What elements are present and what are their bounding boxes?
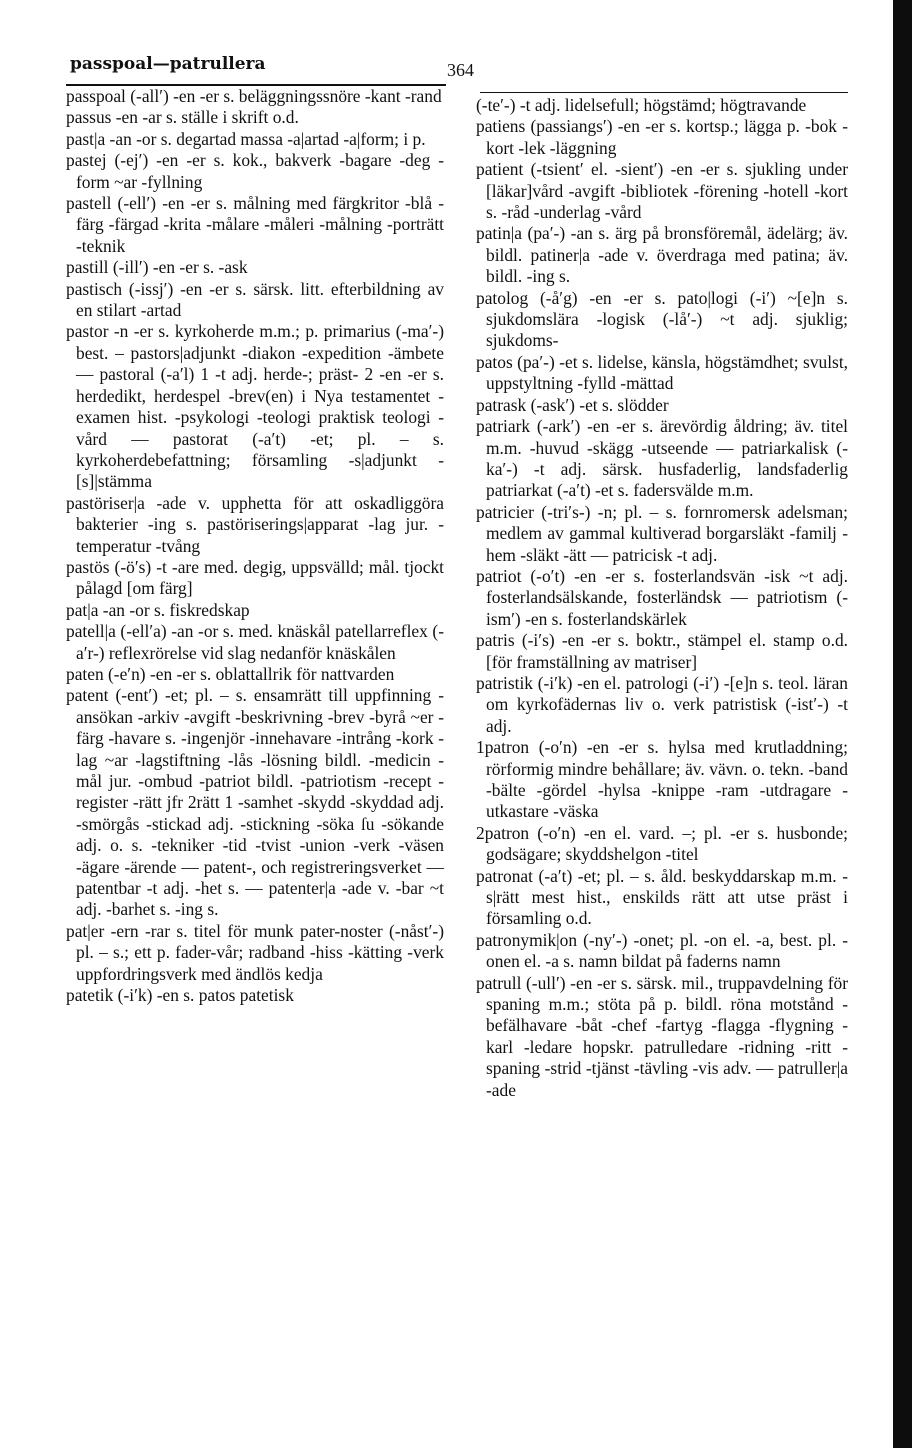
left-column (66, 86, 444, 1006)
dictionary-entry: patetik (-i′k) -en s. patos patetisk (66, 985, 294, 1006)
dictionary-entry: patrask (-ask′) -et s. slödder (476, 394, 669, 415)
dictionary-entry: pat|a -an -or s. fiskredskap (66, 599, 250, 620)
dictionary-entry: patricier (-tri′s-) -n; pl. – s. fornromersk adelsman; medlem av gammal kultiverad borgarsläkt -familj -hem -släkt -ätt — patricisk -t adj. (476, 501, 848, 565)
dictionary-entry: pat|er -ern -rar s. titel för munk pater-noster (-nåst′-) pl. – s.; ett p. fader-vår; radband -hiss -kätting -verk uppfordringsverk med ändlös kedja (66, 920, 444, 984)
running-head: passpoal—patrullera (70, 54, 266, 74)
dictionary-entry: 2patron (-o′n) -en el. vard. –; pl. -er s. husbonde; godsägare; skyddshelgon -titel (476, 822, 848, 865)
dictionary-entry: patriot (-o′t) -en -er s. fosterlandsvän -isk ~t adj. fosterlandsälskande, fosterländsk — patriotism (-ism′) -en s. fosterlandskärlek (476, 565, 848, 629)
dictionary-entry: passpoal (-all′) -en -er s. beläggningssnöre -kant -rand (66, 86, 442, 106)
dictionary-entry: patent (-ent′) -et; pl. – s. ensamrätt till uppfinning -ansökan -arkiv -avgift -beskrivning -brev -byrå ~er -färg -havare s. -ingenjör -innehavare -intrång -kork -lag ~ar -lagstiftning -lås -lösning bildl. -medicin -mål jur. -ombud -patriot bildl. -patriotism -recept -register -rätt jfr 2rätt 1 -samhet -skydd -skyddad adj. -smörgås -stickad adj. -stickning -söka ſu -sökande adj. o. s. -tekniker -tid -tvist -union -verk -väsen -ägare -ärende — patent-, och registreringsverket — patentbar -t adj. -het s. — patenter|a -ade v. -bar ~t adj. -barhet s. -ing s. (66, 685, 444, 920)
dictionary-entry: patris (-i′s) -en -er s. boktr., stämpel el. stamp o.d. [för framställning av matriser] (476, 630, 848, 672)
dictionary-entry: paten (-e′n) -en -er s. oblattallrik för nattvarden (66, 663, 395, 684)
dictionary-entry: pastill (-ill′) -en -er s. -ask (66, 257, 248, 278)
scan-edge-dark (893, 0, 912, 1448)
dictionary-entry: 1patron (-o′n) -en -er s. hylsa med krutladdning; rörformig mindre behållare; äv. vävn. o. tekn. -band -bälte -gördel -hylsa -knippe -ram -utdragare -utkastare -väska (476, 737, 848, 822)
right-column (476, 95, 848, 1101)
dictionary-entry: patronat (-a′t) -et; pl. – s. åld. beskyddarskap m.m. -s|rätt mest hist., enskilds rätt att utse präst i församling o.d. (476, 865, 848, 929)
dictionary-entry: (-te′-) -t adj. lidelsefull; högstämd; högtravande (476, 95, 807, 115)
dictionary-entry: patell|a (-ell′a) -an -or s. med. knäskål patellarreflex (-a′r-) reflexrörelse vid slag nedanför knäskålen (66, 621, 444, 663)
dictionary-entry: patronymik|on (-ny′-) -onet; pl. -on el. -a, best. pl. -onen el. -a s. namn bildat på faderns namn (476, 929, 848, 972)
dictionary-entry: pastell (-ell′) -en -er s. målning med färgkritor -blå -färg -färgad -krita -målare -måleri -målning -porträtt -teknik (66, 193, 444, 256)
dictionary-entry: patiens (passiangs′) -en -er s. kortsp.; lägga p. -bok -kort -lek -läggning (476, 116, 848, 158)
dictionary-entry: patient (-tsient′ el. -sient′) -en -er s. sjukling under [läkar]vård -avgift -bibliotek -förening -hotell -kort s. -råd -underlag -vård (476, 159, 848, 223)
header-rule-right (480, 92, 848, 93)
dictionary-entry: pastös (-ö′s) -t -are med. degig, uppsvälld; mål. tjockt pålagd [om färg] (66, 556, 444, 599)
page-number: 364 (447, 60, 474, 80)
dictionary-entry: patos (pa′-) -et s. lidelse, känsla, högstämdhet; svulst, uppstyltning -fylld -mättad (476, 351, 848, 394)
dictionary-entry: past|a -an -or s. degartad massa -a|artad -a|form; i p. (66, 128, 426, 149)
dictionary-entry: patolog (-å′g) -en -er s. pato|logi (-i′) ~[e]n s. sjukdomslära -logisk (-lå′-) ~t adj. sjuklig; sjukdoms- (476, 287, 848, 351)
dictionary-entry: pastej (-ej′) -en -er s. kok., bakverk -bagare -deg -form ~ar -fyllning (66, 150, 444, 192)
dictionary-entry: patrull (-ull′) -en -er s. särsk. mil., truppavdelning för spaning m.m.; stöta på p. bildl. röna motstånd -befälhavare -båt -chef -fartyg -flagga -flygning -karl -ledare hopskr. patrulledare -ridning -ritt -spaning -strid -tjänst -tävling -vis adv. — patruller|a -ade (476, 972, 848, 1100)
dictionary-entry: pastor -n -er s. kyrkoherde m.m.; p. primarius (-ma′-) best. – pastors|adjunkt -diakon -expedition -ämbete — pastoral (-a′l) 1 -t adj. herde-; präst- 2 -en -er s. herdedikt, herdespel -brev(en) i Nya testamentet -examen hist. -psykologi -teologi praktisk teologi -vård — pastorat (-a′t) -et; pl. – s. kyrkoherdebefattning; församling -s|adjunkt -[s]|stämma (66, 321, 444, 492)
dictionary-entry: pastisch (-issj′) -en -er s. särsk. litt. efterbildning av en stilart -artad (66, 278, 444, 321)
dictionary-entry: passus -en -ar s. ställe i skrift o.d. (66, 107, 299, 128)
dictionary-entry: patriark (-ark′) -en -er s. ärevördig åldring; äv. titel m.m. -huvud -skägg -utseende — patriarkalisk (-ka′-) -t adj. särsk. husfaderlig, landsfaderlig patriarkat (-a′t) -et s. fadersvälde m.m. (476, 416, 848, 501)
dictionary-entry: patin|a (pa′-) -an s. ärg på bronsföremål, ädelärg; äv. bildl. patiner|a -ade v. överdraga med patina; äv. bildl. -ing s. (476, 223, 848, 287)
dictionary-entry: patristik (-i′k) -en el. patrologi (-i′) -[e]n s. teol. läran om kyrkofädernas liv o. verk patristisk (-ist′-) -t adj. (476, 672, 848, 736)
dictionary-entry: pastöriser|a -ade v. upphetta för att oskadliggöra bakterier -ing s. pastöriserings|apparat -lag jur. -temperatur -tvång (66, 492, 444, 556)
